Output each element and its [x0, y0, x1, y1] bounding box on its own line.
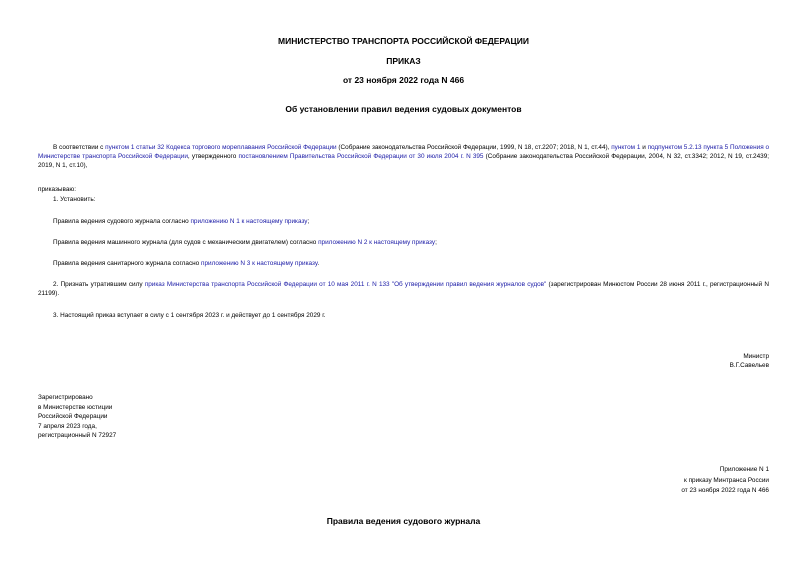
punctuation: ;	[307, 218, 310, 225]
item1-sub2-text: Правила ведения машинного журнала (для судов с механическим двигателем) согласно	[53, 239, 319, 246]
registration-number: регистрационный N 72927	[38, 432, 117, 440]
appendix2-link[interactable]: приложению N 2 к настоящему приказу	[318, 239, 436, 246]
item2-text: (зарегистрирован Минюстом России 28 июня 2011 г., регистрационный N 21199).	[38, 281, 770, 297]
appendix-block	[681, 465, 769, 497]
appendix-date: от 23 ноября 2022 года N 466	[681, 487, 769, 494]
signature-role: Министр	[743, 353, 769, 360]
item1-sub2	[38, 238, 769, 247]
appendix3-link[interactable]: приложению N 3 к настоящему приказу	[201, 260, 318, 267]
polozhenie-link[interactable]: подпунктом 5.2.13 пункта 5 Положения о Министерстве транспорта Российской Федерации	[38, 144, 769, 160]
item1-sub3-text: Правила ведения санитарного журнала согласно	[53, 260, 202, 267]
kodeks-link[interactable]: пунктом 1 статьи 32 Кодекса торгового мореплавания Российской Федерации	[105, 144, 337, 151]
signature-name: В.Г.Савельев	[729, 362, 769, 369]
item2-paragraph	[38, 280, 769, 298]
ministry-heading: МИНИСТЕРСТВО ТРАНСПОРТА РОССИЙСКОЙ ФЕДЕРАЦИИ	[278, 36, 529, 46]
preamble-text: (Собрание законодательства Российской Федерации, 1999, N 18, ст.2207; 2018, N 1, ст.44),	[336, 144, 612, 151]
preamble-text: и	[640, 144, 648, 151]
item1-heading: 1. Установить:	[53, 196, 96, 203]
item3-paragraph: 3. Настоящий приказ вступает в силу с 1 сентября 2023 г. и действует до 1 сентября 2029 г.	[53, 312, 326, 319]
registration-line: Зарегистрировано	[38, 394, 93, 401]
registration-block	[38, 393, 116, 441]
document-title: Об установлении правил ведения судовых документов	[285, 104, 522, 114]
preamble-text: (Собрание законодательства Российской Федерации, 2004, N 32, ст.3342; 2012, N 19, ст.2439; 2019, N 1, ст.10),	[38, 153, 770, 169]
preamble-paragraph	[38, 143, 769, 170]
appendix1-link[interactable]: приложению N 1 к настоящему приказу	[190, 218, 308, 225]
registration-line: 7 апреля 2023 года,	[38, 422, 97, 430]
doc-type-heading: ПРИКАЗ	[386, 56, 421, 66]
punkt1-link[interactable]: пунктом 1	[611, 144, 641, 151]
registration-line: в Министерстве юстиции	[38, 403, 113, 411]
preamble-text: , утвержденного	[187, 153, 239, 160]
appendix-number: Приложение N 1	[719, 466, 769, 473]
signature-block	[730, 352, 769, 370]
registration-line: Российской Федерации	[38, 413, 108, 421]
appendix-ref: к приказу Минтранса России	[684, 476, 769, 484]
preamble-text: В соответствии с	[53, 144, 106, 151]
item2-text: 2. Признать утратившим силу	[53, 281, 145, 288]
item1-sub1-text: Правила ведения судового журнала согласно	[53, 218, 191, 225]
rules-title: Правила ведения судового журнала	[326, 516, 481, 526]
item1-sub1	[38, 217, 769, 226]
item1-sub3	[38, 259, 769, 268]
date-number-heading: от 23 ноября 2022 года N 466	[342, 75, 465, 85]
prikaz-133-link[interactable]: приказ Министерства транспорта Российской Федерации от 10 мая 2011 г. N 133 "Об утверждении правил ведения журналов судов"	[144, 281, 547, 288]
punctuation: .	[317, 260, 320, 267]
postanovlenie-link[interactable]: постановлением Правительства Российской Федерации от 30 июля 2004 г. N 395	[238, 153, 484, 160]
orders-word: приказываю:	[38, 186, 76, 193]
punctuation: ;	[435, 239, 437, 246]
